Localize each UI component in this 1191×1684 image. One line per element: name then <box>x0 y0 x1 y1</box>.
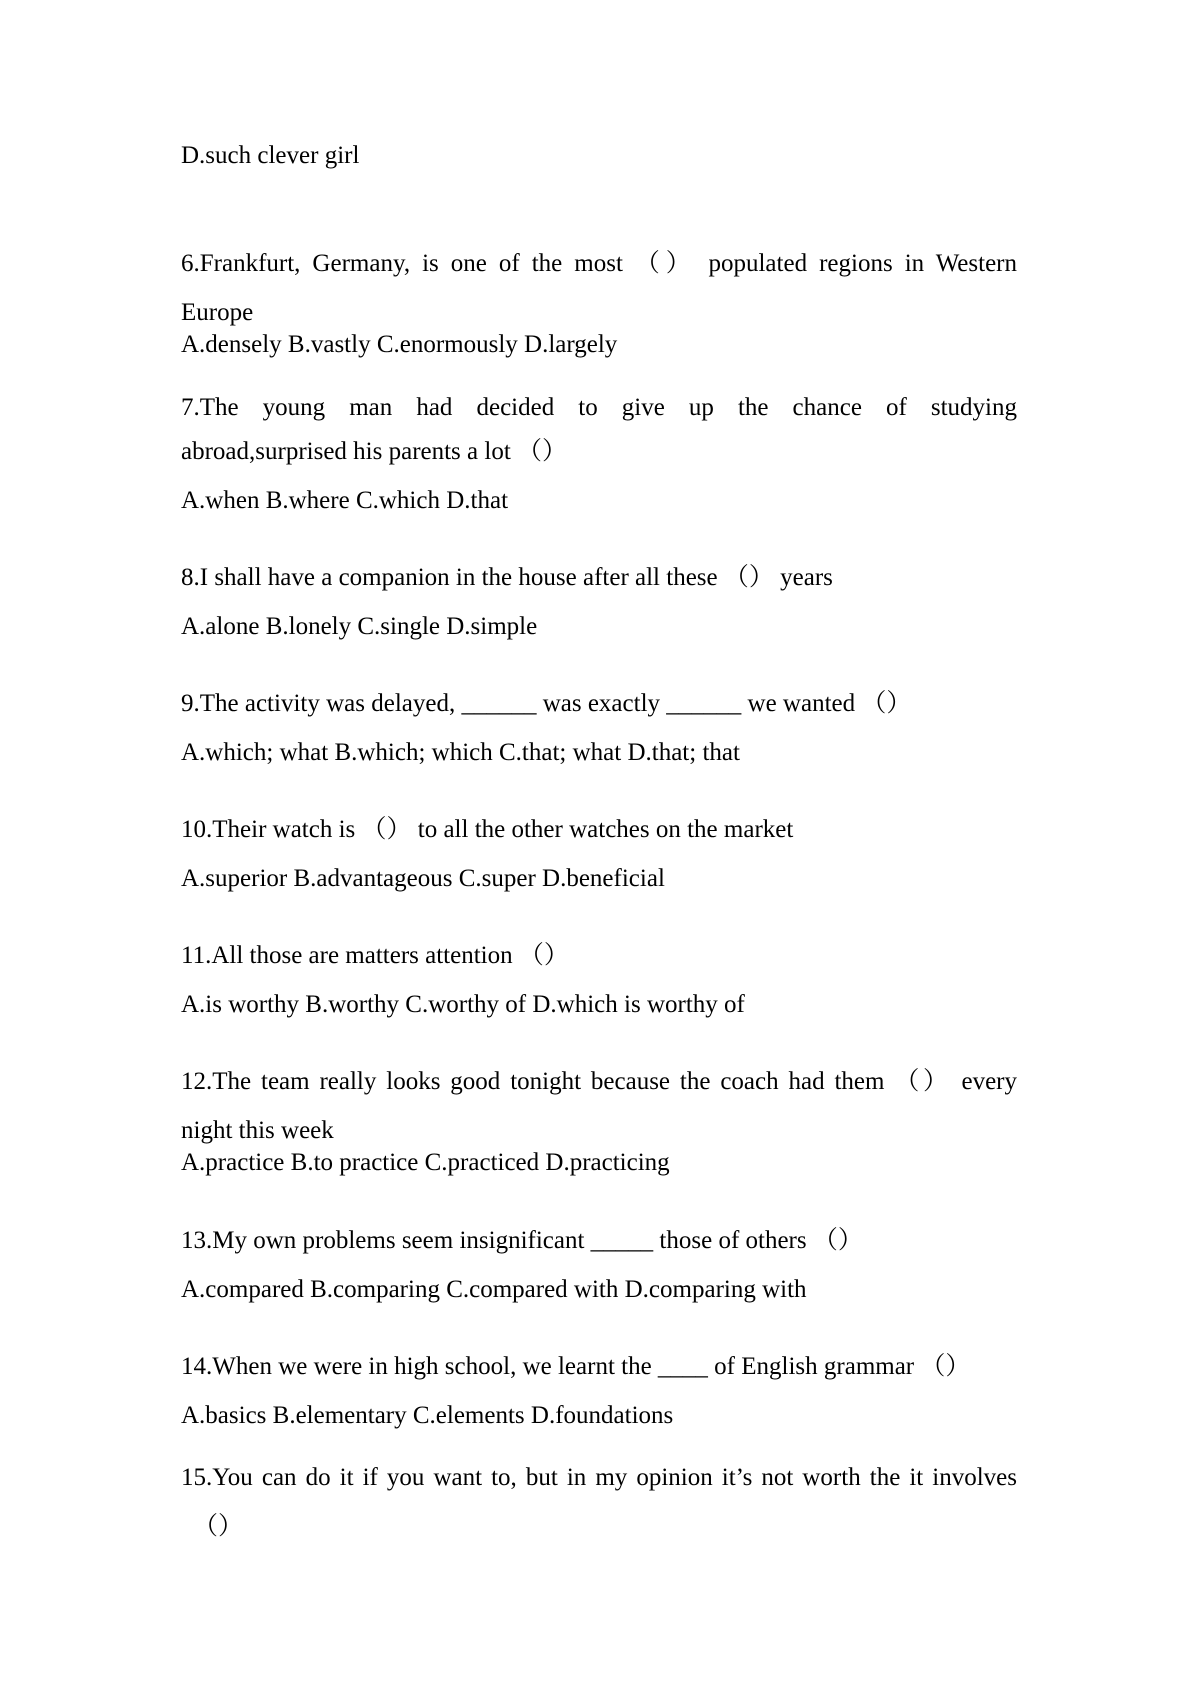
q10-question: 10.Their watch is （） to all the other watches on the market <box>181 816 794 843</box>
q12-options: A.practice B.to practice C.practiced D.practicing <box>181 1149 670 1176</box>
q11-question: 11.All those are matters attention （） <box>181 942 569 969</box>
q6-question-line-2: Europe <box>181 299 254 326</box>
q14-question: 14.When we were in high school, we learnt the ____ of English grammar （） <box>181 1353 971 1380</box>
q12-question-line-1: 12.The team really looks good tonight because the coach had them （） every <box>181 1068 1017 1095</box>
q7-question-line-2: abroad,surprised his parents a lot （） <box>181 438 568 465</box>
q8-options: A.alone B.lonely C.single D.simple <box>181 613 538 640</box>
q14-options: A.basics B.elementary C.elements D.foundations <box>181 1402 674 1429</box>
q9-options: A.which; what B.which; which C.that; what D.that; that <box>181 739 740 766</box>
q15-question-line-1: 15.You can do it if you want to, but in my opinion it’s not worth the it involves <box>181 1464 1017 1491</box>
q6-question-line-1: 6.Frankfurt, Germany, is one of the most （） populated regions in Western <box>181 250 1017 277</box>
q15-question-line-2: （） <box>193 1513 244 1540</box>
q8-question: 8.I shall have a companion in the house after all these （） years <box>181 564 833 591</box>
q11-options: A.is worthy B.worthy C.worthy of D.which is worthy of <box>181 991 745 1018</box>
q7-options: A.when B.where C.which D.that <box>181 487 509 514</box>
q5-option-d: D.such clever girl <box>181 142 360 169</box>
q12-question-line-2: night this week <box>181 1117 334 1144</box>
q13-question: 13.My own problems seem insignificant _____ those of others （） <box>181 1227 863 1254</box>
q9-question: 9.The activity was delayed, ______ was exactly ______ we wanted （） <box>181 690 912 717</box>
q7-question-line-1: 7.The young man had decided to give up the chance of studying <box>181 394 1017 421</box>
q10-options: A.superior B.advantageous C.super D.beneficial <box>181 865 665 892</box>
q13-options: A.compared B.comparing C.compared with D.comparing with <box>181 1276 807 1303</box>
q6-options: A.densely B.vastly C.enormously D.largely <box>181 331 618 358</box>
